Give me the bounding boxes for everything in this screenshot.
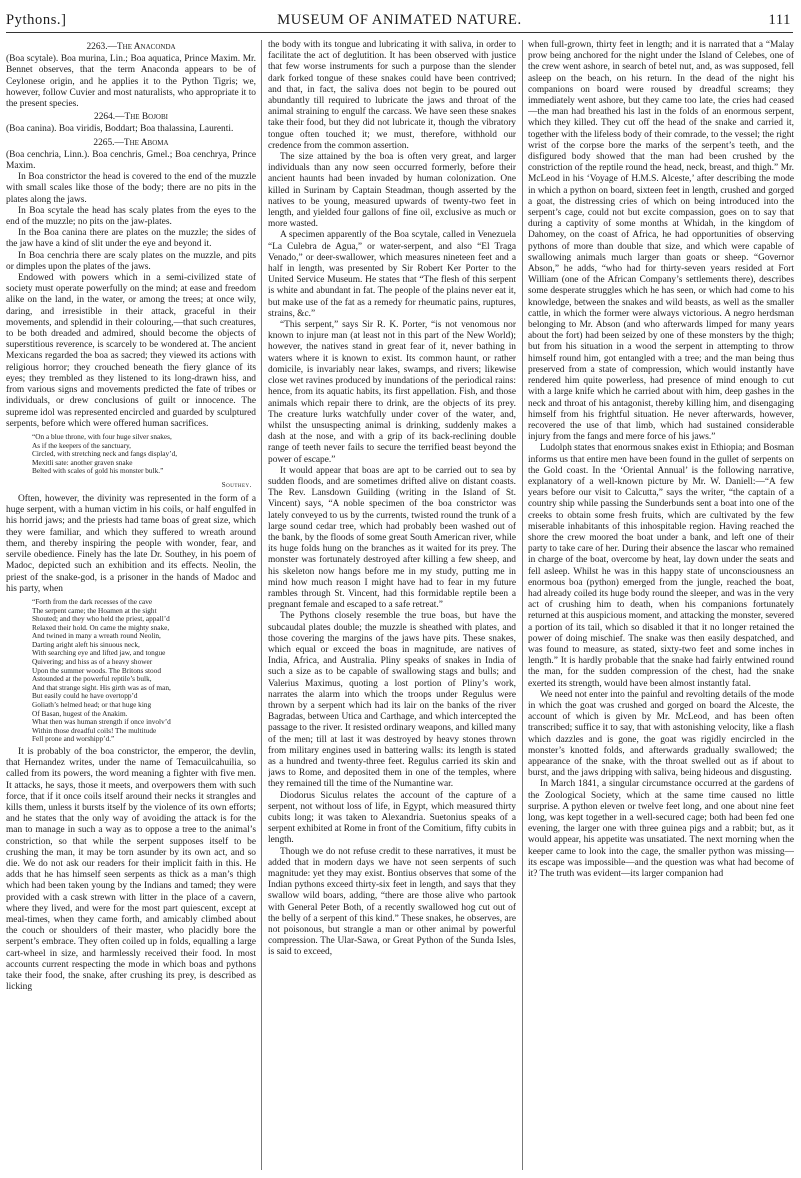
- paragraph: In March 1841, a singular circumstance occurred at the gardens of the Zoological Society, which at the same time caused no little surprise. A python eleven or twelve feet long, and one about nine feet long, was kept together in a well-secured cage; both had been fed one evening, the larger one with three guinea pigs and a rabbit; but, as it would appear, his appetite was unsatiated. The next morning when the keeper came to look into the cage, the smaller python was missing—its escape was impossible—and the question was what had become of it? The truth was evident—its larger companion had: [528, 779, 794, 880]
- paragraph: In Boa scytale the head has scaly plates from the eyes to the end of the muzzle; no pits on the jaw-plates.: [6, 205, 256, 228]
- running-header: [6, 8, 793, 33]
- verse-line: Upon the summer woods. The Britons stood: [32, 665, 161, 675]
- verse-line: Mexitli sate: another graven snake: [32, 457, 133, 467]
- paragraph: (Boa canina). Boa viridis, Boddart; Boa thalassina, Laurenti.: [6, 124, 234, 135]
- paragraph: “This serpent,” says Sir R. K. Porter, “is not venomous nor known to injure man (at least not in this part of the New World); however, the natives stand in great fear of it, never bathing in waters where it is known to exist. Its common haunt, or rather domicile, is invariably near lakes, swamps, and rivers; likewise close wet ravines produced by inundations of the periodical rains: hence, from its aquatic habits, its first appellation. Fish, and those animals which repair there to drink, are the objects of its prey. The creature lurks watchfully under cover of the water, and, whilst the unsuspecting animal is drinking, suddenly makes a dash at the nose, and with a grip of its back-reclining double range of teeth never fails to secure the terrified beast beyond the power of escape.”: [268, 320, 516, 465]
- verse-line: As if the keepers of the sanctuary,: [32, 440, 132, 450]
- verse-line: And twined in many a wreath round Neolin,: [32, 631, 161, 641]
- verse-line: Circled, with stretching neck and fangs display’d,: [32, 449, 178, 459]
- verse-line: With searching eye and lifted jaw, and tongue: [32, 648, 166, 658]
- header-title: MUSEUM OF ANIMATED NATURE.: [277, 12, 522, 28]
- verse-line: Goliath’s helmed head; or that huge king: [32, 700, 152, 710]
- column-1: [6, 40, 256, 1170]
- verse-line: Darting aright aleft his sinuous neck,: [32, 639, 140, 649]
- verse-line: What then was human strength if once involv’d: [32, 717, 171, 727]
- paragraph: A specimen apparently of the Boa scytale, called in Venezuela “La Culebra de Agua,” or water-serpent, and also “El Traga Venado,” or deer-swallower, which measures nineteen feet and a half in length, was presented by Sir Robert Ker Porter to the United Service Museum. He states that “The flesh of this serpent is white and abundant in fat. The people of the plains never eat it, but make use of the fat as a remedy for rheumatic pains, ruptures, strains, &c.”: [268, 230, 516, 319]
- column-3: [528, 40, 794, 1170]
- paragraph: Endowed with powers which in a semi-civilized state of society must operate powerfully on the mind; at ease and freedom alike on the land, in the water, or among the trees; at once wily, daring, and irresistible in their attack, graceful in their movements, and splendid in their colouring,—that such creatures, to be both dreaded and admired, should become the objects of superstitious reverence, is scarcely to be wondered at. The ancient Mexicans regarded the boa as sacred; they viewed its actions with religious horror; they crouched beneath the fiery glance of its eyes; they trembled as they listened to its long-drawn hiss, and from various signs and movements predicted the fate of tribes or individuals, or drew conclusions of guilt or innocence. The supreme idol was represented encircled and guarded by sculptured serpents, before which were offered human sacrifices.: [6, 273, 256, 429]
- verse-line: Quivering; and hiss as of a heavy shower: [32, 657, 153, 667]
- page-number: 111: [768, 12, 791, 28]
- paragraph: The size attained by the boa is often very great, and larger individuals than any now seen occurred formerly, before their ancient haunts had been invaded by human colonization. One killed in Surinam by Captain Steadman, though asserted by the natives to be young, measured upwards of twenty-two feet in length, and yielded four gallons of fine oil, exclusive as much or more wasted.: [268, 152, 516, 230]
- paragraph: We need not enter into the painful and revolting details of the mode in which the goat was crushed and gorged on board the Alceste, the account of which is given by Mr. McLeod, and has been often transcribed; suffice it to say, that with astonishing velocity, like a flash which dazzles and is gone, the goat was rigidly encircled in the monster’s knotted folds, and afterwards gradually swallowed; the appearance of the snake, with the throat swelled out as if about to burst, and the jaws dripping with saliva, being hideous and disgusting.: [528, 689, 794, 779]
- section-heading-2264: 2264.—The Bojobi: [94, 112, 168, 123]
- paragraph: Often, however, the divinity was represented in the form of a huge serpent, with a human victim in his coils, or half engulfed in his horrid jaws; and the priests had tame boas of great size, which they were familiar, and which they suffered to wreath around them, and thereby inspiring the people with wonder, fear, and servile obedience. Finely has the late Dr. Southey, in his poem of Madoc, depicted such an exhibition and its effects. Neolin, the priest of the snake-god, is a prisoner in the hands of Madoc and his party, when: [6, 494, 256, 594]
- column-rule-2: [522, 40, 523, 1170]
- paragraph: In the Boa canina there are plates on the muzzle; the sides of the jaw have a kind of slit under the eye and beyond it.: [6, 228, 256, 250]
- paragraph: (Boa cenchria, Linn.). Boa cenchris, Gmel.; Boa cenchrya, Prince Maxim.: [6, 149, 256, 172]
- paragraph: when full-grown, thirty feet in length; and it is narrated that a “Malay prow being anchored for the night under the Island of Celebes, one of the crew went ashore, in search of betel nut, and, as was supposed, fell asleep on the beach, on his return. In the dead of the night his companions on board were roused by dreadful screams; they immediately went ashore, but they came too late, the cries had ceased —the man had breathed his last in the folds of an enormous serpent, which they killed. They cut off the head of the snake and carried it, together with the lifeless body of their comrade, to the vessel; the right wrist of the corpse bore the marks of the serpent’s teeth, and the disfigured body showed that the man had been crushed by the constriction of the reptile round the head, neck, breast, and thigh.” Mr. McLeod in his ‘Voyage of H.M.S. Alceste,’ after describing the mode in which a python on board, sixteen feet in length, crushed and gorged a goat, the distressing cries of which on being introduced into the serpent’s cage, could not but excite compassion, goes on to say that during a captivity of some months at Whidah, in the kingdom of Dahomey, on the coast of Africa, he had opportunities of observing pythons of more than double that size, and which were capable of swallowing animals much larger than goats or sheep. “Governor Abson,” he adds, “who had for thirty-seven years resided at Fort William (one of the African Company’s settlements there), describes some desperate struggles which he has seen, or which had come to his knowledge, between the snakes and wild beasts, as well as the smaller cattle, in which the former were always victorious. A negro herdsman belonging to Mr. Abson (and who afterwards limped for many years about the fort) had been seized by one of these monsters by the thigh; but from his situation in a wood the serpent in attempting to throw himself round him, got entangled with a tree; and the man being thus preserved from a state of compression, which would instantly have rendered him quite powerless, had presence of mind enough to cut with a large knife which he carried about with him, deep gashes in the neck and throat of his antagonist, thereby killing him, and disengaging himself from his frightful situation. He never afterwards, however, recovered the use of that limb, which had sustained considerable injury from the fangs and mere force of his jaws.”: [528, 40, 794, 443]
- verse-line: Astounded at the powerful reptile’s bulk,: [32, 674, 152, 684]
- paragraph: Ludolph states that enormous snakes exist in Ethiopia; and Bosman informs us that entire men have been found in the gullet of serpents on the Gold coast. In the ‘Oriental Annual’ is the following narrative, explanatory of a well-known picture by Mr. W. Daniell:—“A few years before our visit to Calcutta,” says the writer, “the captain of a country ship while passing the Sunderbunds sent a boat into one of the creeks to obtain some fresh fruits, which are cultivated by the few miserable inhabitants of this inhospitable region. Having reached the shore the crew moored the boat under a bank, and left one of their party to take care of her. During their absence the lascar who remained in charge of the boat, overcome by heat, lay down under the seats and fell asleep. Whilst he was in this happy state of unconsciousness an enormous boa (python) emerged from the jungle, reached the boat, had already coiled its huge body round the sleeper, and was in the very act of crushing him to death, when his companions fortunately returned at this auspicious moment, and attacking the monster, severed a portion of its tail, which so disabled it that it no longer retained the power of doing mischief. The snake was then easily despatched, and was found to measure, as stated, sixty-two feet and some inches in length.” It is hardly probable that the snake had fairly entwined round the man, for the sudden compression of the chest, had the snake exerted its strength, would have been almost instantly fatal.: [528, 443, 794, 689]
- paragraph: In Boa cenchria there are scaly plates on the muzzle, and pits or dimples upon the plates of the jaws.: [6, 250, 256, 272]
- verse-line: “Forth from the dark recesses of the cave: [32, 596, 153, 606]
- verse-line: But easily could he have overtopp’d: [32, 691, 138, 701]
- verse-quotation-southey: [32, 433, 256, 476]
- verse-line: Within those dreadful coils! The multitude: [32, 725, 157, 735]
- paragraph: It would appear that boas are apt to be carried out to sea by sudden floods, and are sometimes drifted alive on distant coasts. The Rev. Lansdown Guilding (writing in the Island of St. Vincent) says, “A noble specimen of the boa constrictor was lately conveyed to us by the currents, twisted round the trunk of a large sound cedar tree, which had probably been washed out of the bank, by the floods of some great South American river, while its huge folds hung on the branches as it waited for its prey. The monster was fortunately destroyed after killing a few sheep, and his skeleton now hangs before me in my study, putting me in mind how much reason I might have had to fear in my future rambles through St. Vincent, had this formidable reptile been a pregnant female and escaped to a safe retreat.”: [268, 465, 516, 611]
- verse-line: And that strange sight. His girth was as of man,: [32, 682, 171, 692]
- paragraph: the body with its tongue and lubricating it with saliva, in order to facilitate the act of deglutition. It has been observed with justice that few worse instruments for such a purpose than the slender dark forked tongue of these snakes could have been contrived; and that, in fact, the saliva does not begin to be poured out abundantly till required to lubricate the jaws and throat of the animal straining to engulf the carcass. We have seen these snakes take their food, but they did not lubricate it, though the vibratory tongue often touched it; we must, therefore, withhold our credence from the common assertion.: [268, 40, 516, 151]
- verse-line: Of Basan, hugest of the Anakim.: [32, 708, 128, 718]
- verse-line: “On a blue throne, with four huge silver snakes,: [32, 431, 172, 441]
- verse-line: Belted with scales of gold his monster bulk.”: [32, 466, 164, 476]
- section-heading-2263: 2263.—The Anaconda: [86, 42, 176, 52]
- verse-line: Shouted; and they who held the priest, appall’d: [32, 614, 170, 624]
- paragraph: In Boa constrictor the head is covered to the end of the muzzle with small scales like those of the body; there are no pits in the plates along the jaws.: [6, 172, 256, 205]
- verse-attribution: Southey.: [221, 479, 252, 489]
- column-rule-1: [261, 40, 262, 1170]
- verse-line: Fell prone and worshipp’d.”: [32, 734, 115, 744]
- paragraph: Though we do not refuse credit to these narratives, it must be added that in modern days we have not seen serpents of such magnitude: yet they may exist. Bontius observes that some of the Indian pythons exceed thirty-six feet in length, and says that they swallow wild boars, adding, “there are those alive who partook with General Peter Both, of a recently swallowed hog cut out of the belly of a serpent of this kind.” These snakes, he observes, are not poisonous, but strangle a man or other animal by powerful compression. The Ular-Sawa, or Great Python of the Sunda Isles, is said to exceed,: [268, 846, 516, 958]
- verse-quotation-madoc: [32, 598, 256, 744]
- paragraph: The Pythons closely resemble the true boas, but have the subcaudal plates double; the muzzle is sheathed with plates, and those covering the margins of the jaws have pits. These snakes, which equal or exceed the boas in magnitude, are natives of India, Africa, and Australia. Pliny speaks of snakes in India of such a size as to be capable of swallowing stags and bulls; and Valerius Maximus, quoting a lost portion of Pliny’s work, narrates the alarm into which the troops under Regulus were thrown by a serpent which had its lair on the banks of the river Bagradas, between Utica and Carthage, and which intercepted the passage to the river. It resisted ordinary weapons, and killed many of the men; till at last it was destroyed by heavy stones thrown from military engines used in battering walls: its length is stated as a hundred and twenty-three feet. Regulus carried its skin and jaws to Rome, and deposited them in one of the temples, where they remained till the time of the Numantine war.: [268, 611, 516, 790]
- paragraph: It is probably of the boa constrictor, the emperor, the devlin, that Hernandez writes, under the name of Temacuilcahuilia, so called from its powers, the word meaning a fighter with five men. It attacks, he says, those it meets, and overpowers them with such force, that if it once coils itself around their necks it strangles and kills them, unless it bursts itself by the violence of its own efforts; and he states that the only way of avoiding the attack is for the man to manage in such a way as to oppose a tree to the animal’s constriction, so that while the serpent supposes itself to be crushing the man, it may be torn asunder by its own act, and so die. We do not ask our readers for their implicit faith in this. He adds that he has himself seen serpents as thick as a man’s thigh which had been taken young by the Indians and tamed; they were provided with a cask strewn with litter in the place of a cavern, where they lived, and were for the most part quiescent, except at meal-times, when they came forth, and amicably climbed about the couch or shoulders of their master, who placidly bore the serpent’s embrace. They often coiled up in folds, equalling a large cart-wheel in size, and harmlessly received their food. In most accounts current respecting the mode in which boas and pythons take their food, the snake, after crushing its prey, is described as licking: [6, 747, 256, 993]
- verse-line: Relaxed their hold. On came the mighty snake,: [32, 622, 170, 632]
- verse-line: The serpent came; the Hoamen at the sight: [32, 605, 157, 615]
- header-section: Pythons.]: [6, 12, 67, 28]
- section-heading-2265: 2265.—The Aboma: [93, 137, 169, 148]
- paragraph: Diodorus Siculus relates the account of the capture of a serpent, not without loss of life, in Egypt, which measured thirty cubits long; it was taken to Alexandria. Suetonius speaks of a serpent exhibited at Rome in front of the Comitium, fifty cubits in length.: [268, 790, 516, 846]
- paragraph: (Boa scytale). Boa murina, Lin.; Boa aquatica, Prince Maxim. Mr. Bennet observes, that the term Anaconda appears to be of Ceylonese origin, and he applies it to the Python Tigris; we, however, follow Cuvier and most naturalists, who appropriate it to the present species.: [6, 54, 256, 110]
- column-2: [268, 40, 516, 1170]
